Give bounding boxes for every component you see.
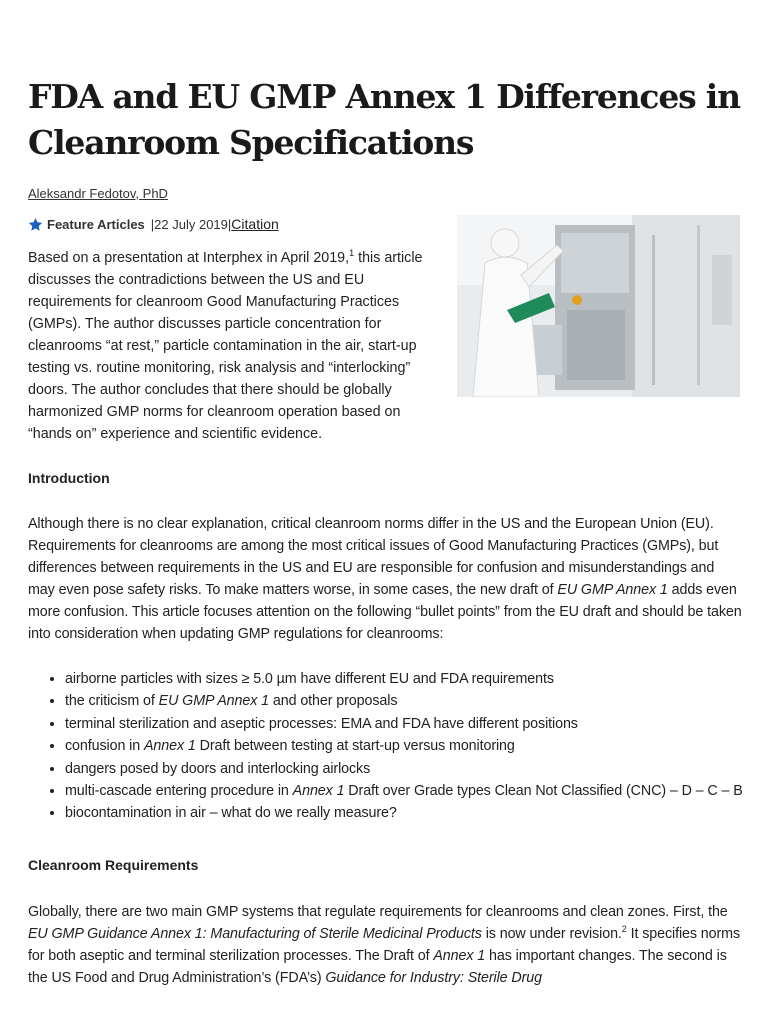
- citation-link[interactable]: Citation: [231, 216, 279, 232]
- star-icon: [28, 217, 43, 232]
- article-meta: [28, 216, 279, 232]
- list-item: • the criticism of EU GMP Annex 1 and other proposals: [65, 690, 768, 712]
- intro-paragraph: Based on a presentation at Interphex in April 2019,$^1$ this article discusses the contradictions between the US and EU requirements for cleanroom Good Manufacturing Practices (GMPs). The author discusses particle concentration for cleanrooms “at rest,” particle contamination in the air, start-up testing vs. routine monitoring, risk analysis and “interlocking” doors. The author concludes that there should be globally harmonized GMP norms for cleanroom operation based on “hands on” experience and scientific evidence.: [28, 248, 423, 442]
- footnote-ref-1[interactable]: 1: [349, 248, 355, 258]
- publish-date: 22 July 2019: [154, 216, 228, 232]
- cleanroom-requirements-heading: Cleanroom Requirements: [28, 857, 199, 873]
- introduction-paragraph: Although there is no clear explanation, critical cleanroom norms differ in the US and the European Union (EU). Requirements for cleanrooms are among the most critical issues of Good Manufacturing Practices (GMPs), but differences between requirements in the US and EU are responsible for confusion and misunderstandings and may even pose safety risks. To make matters worse, in some cases, the new draft of EU GMP Annex 1 adds even more confusion. This article focuses attention on the following “bullet points” from the EU draft and should be taken into consideration when updating GMP regulations for cleanrooms:: [28, 516, 742, 642]
- requirements-paragraph: Globally, there are two main GMP systems that regulate requirements for cleanrooms and clean zones. First, the EU GMP Guidance Annex 1: Manufacturing of Sterile Medicinal Products is now under revision.$^2$ It specifies norms for both aseptic and terminal sterilization processes. The Draft of Annex 1 has important changes. The second is the US Food and Drug Administration’s (FDA’s) Guidance for Industry: Sterile Drug: [28, 904, 741, 986]
- category-label[interactable]: Feature Articles: [47, 216, 145, 232]
- list-item: • airborne particles with sizes ≥ 5.0 µm have different EU and FDA requirements: [65, 668, 768, 690]
- list-item: • confusion in Annex 1 Draft between testing at start-up versus monitoring: [65, 735, 768, 757]
- list-item: • biocontamination in air – what do we really measure?: [65, 802, 768, 824]
- footnote-ref-2[interactable]: 2: [621, 924, 627, 934]
- meta-separator: |: [227, 216, 232, 232]
- bullet-list: [28, 668, 768, 825]
- list-item: • multi-cascade entering procedure in Annex 1 Draft over Grade types Clean Not Classified (CNC) – D – C – B: [65, 780, 768, 802]
- author-link[interactable]: Aleksandr Fedotov, PhD: [28, 186, 168, 201]
- meta-separator: |: [150, 216, 155, 232]
- list-item: • dangers posed by doors and interlocking airlocks: [65, 758, 768, 780]
- cleanroom-photo: [457, 215, 740, 397]
- list-item: • terminal sterilization and aseptic processes: EMA and FDA have different positions: [65, 713, 768, 735]
- introduction-heading: Introduction: [28, 470, 110, 486]
- article-title: FDA and EU GMP Annex 1 Differences in Cleanroom Specifications: [28, 77, 740, 162]
